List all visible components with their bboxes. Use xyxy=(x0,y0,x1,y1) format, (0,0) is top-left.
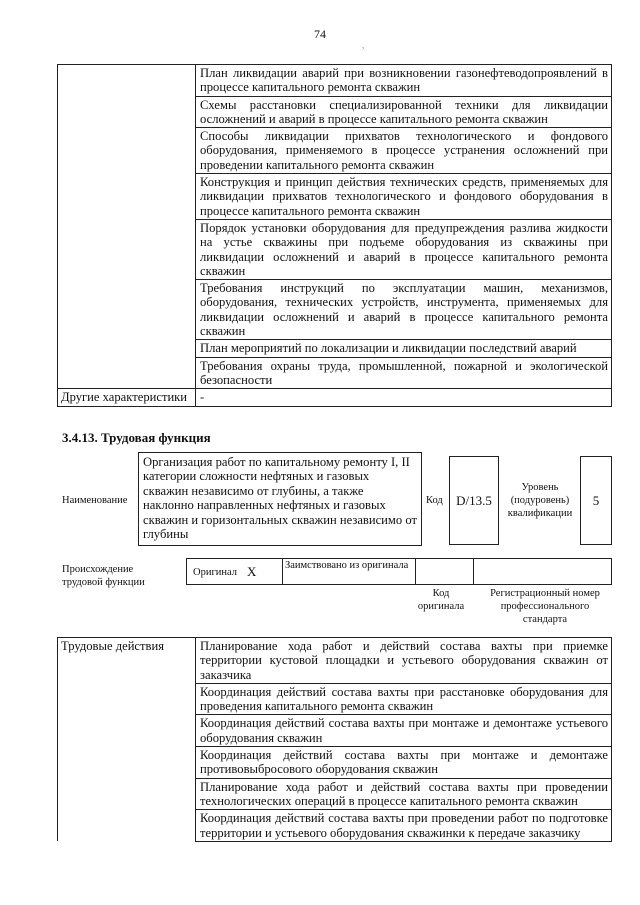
borrowed-cell xyxy=(283,559,416,584)
knowledge-item: План ликвидации аварий при возникновении газонефтеводопроявлений в процессе капитального ремонта скважин xyxy=(196,65,612,97)
labor-action-item: Координация действий состава вахты при монтаже и демонтаже устьевого оборудования скважин xyxy=(196,715,612,747)
knowledge-item: Требования охраны труда, промышленной, пожарной и экологической безопасности xyxy=(196,357,612,389)
section-title: 3.4.13. Трудовая функция xyxy=(62,430,211,445)
other-characteristics-value: - xyxy=(196,389,612,406)
code-original-caption: Код оригинала xyxy=(417,588,465,612)
knowledge-item: Схемы расстановки специализированной техники для ликвидации осложнений и аварий в процессе капитального ремонта скважин xyxy=(196,96,612,128)
labor-action-item: Координация действий состава вахты при проведении работ по подготовке территории и устьевого оборудования скважинки к передаче заказчику xyxy=(196,810,612,842)
function-code: D/13.5 xyxy=(449,456,499,545)
other-characteristics-label: Другие характеристики xyxy=(58,389,196,406)
knowledge-item: Порядок установки оборудования для предупреждения разлива жидкости на устье скважины при подъеме оборудования из скважины при ликвидации осложнений и аварий в процессе капитального ремонта скважин xyxy=(196,219,612,279)
name-label: Наименование xyxy=(62,495,128,506)
labor-action-item: Координация действий состава вахты при монтаже и демонтаже противовыбросового оборудования скважин xyxy=(196,747,612,779)
knowledge-item: План мероприятий по локализации и ликвидации последствий аварий xyxy=(196,340,612,357)
function-name: Организация работ по капитальному ремонту I, II категории сложности нефтяных и газовых скважин независимо от глубины, а также наклонно направленных нефтяных и газовых скважин и горизонтальных скважин независимо от глубины xyxy=(138,452,422,546)
original-mark: X xyxy=(247,564,257,579)
labor-action-item: Координация действий состава вахты при расстановке оборудования для проведения капитального ремонта скважин xyxy=(196,683,612,715)
labor-action-item: Планирование хода работ и действий состава вахты при приемке территории кустовой площадки и устьевого оборудования скважин от заказчика xyxy=(196,638,612,684)
registration-number-caption: Регистрационный номер профессионального стандарта xyxy=(490,588,600,625)
original-code-cell xyxy=(416,559,474,584)
knowledge-item: Конструкция и принцип действия технических средств, применяемых для ликвидации прихватов технологического и фондового оборудования в процессе капитального ремонта скважин xyxy=(196,174,612,220)
knowledge-label-cell xyxy=(58,65,196,389)
original-cell xyxy=(187,559,283,584)
knowledge-table xyxy=(57,64,612,407)
knowledge-item: Требования инструкций по эксплуатации машин, механизмов, оборудования, технических устройств, инструмента, применяемых для ликвидации осложнений и аварий в процессе капитального ремонта скважин xyxy=(196,280,612,340)
labor-actions-table xyxy=(57,637,612,842)
qualification-level: 5 xyxy=(580,456,612,545)
registration-number-cell xyxy=(474,559,611,584)
scan-mark: , xyxy=(362,40,365,50)
labor-actions-label: Трудовые действия xyxy=(58,638,196,842)
borrowed-label: Заимствовано из оригинала xyxy=(285,560,409,571)
knowledge-item: Способы ликвидации прихватов технологического и фондового оборудования, применяемого в процессе устранения осложнений при проведении капитального ремонта скважин xyxy=(196,128,612,174)
labor-action-item: Планирование хода работ и действий состава вахты при проведении технологических операций в процессе капитального ремонта скважин xyxy=(196,778,612,810)
page-number: 74 xyxy=(314,27,326,41)
origin-label: Происхождение трудовой функции xyxy=(62,564,145,588)
origin-row xyxy=(186,558,612,585)
level-label: Уровень (подуровень) квалификации xyxy=(507,482,573,519)
code-label: Код xyxy=(426,495,443,506)
original-label: Оригинал xyxy=(193,567,237,578)
